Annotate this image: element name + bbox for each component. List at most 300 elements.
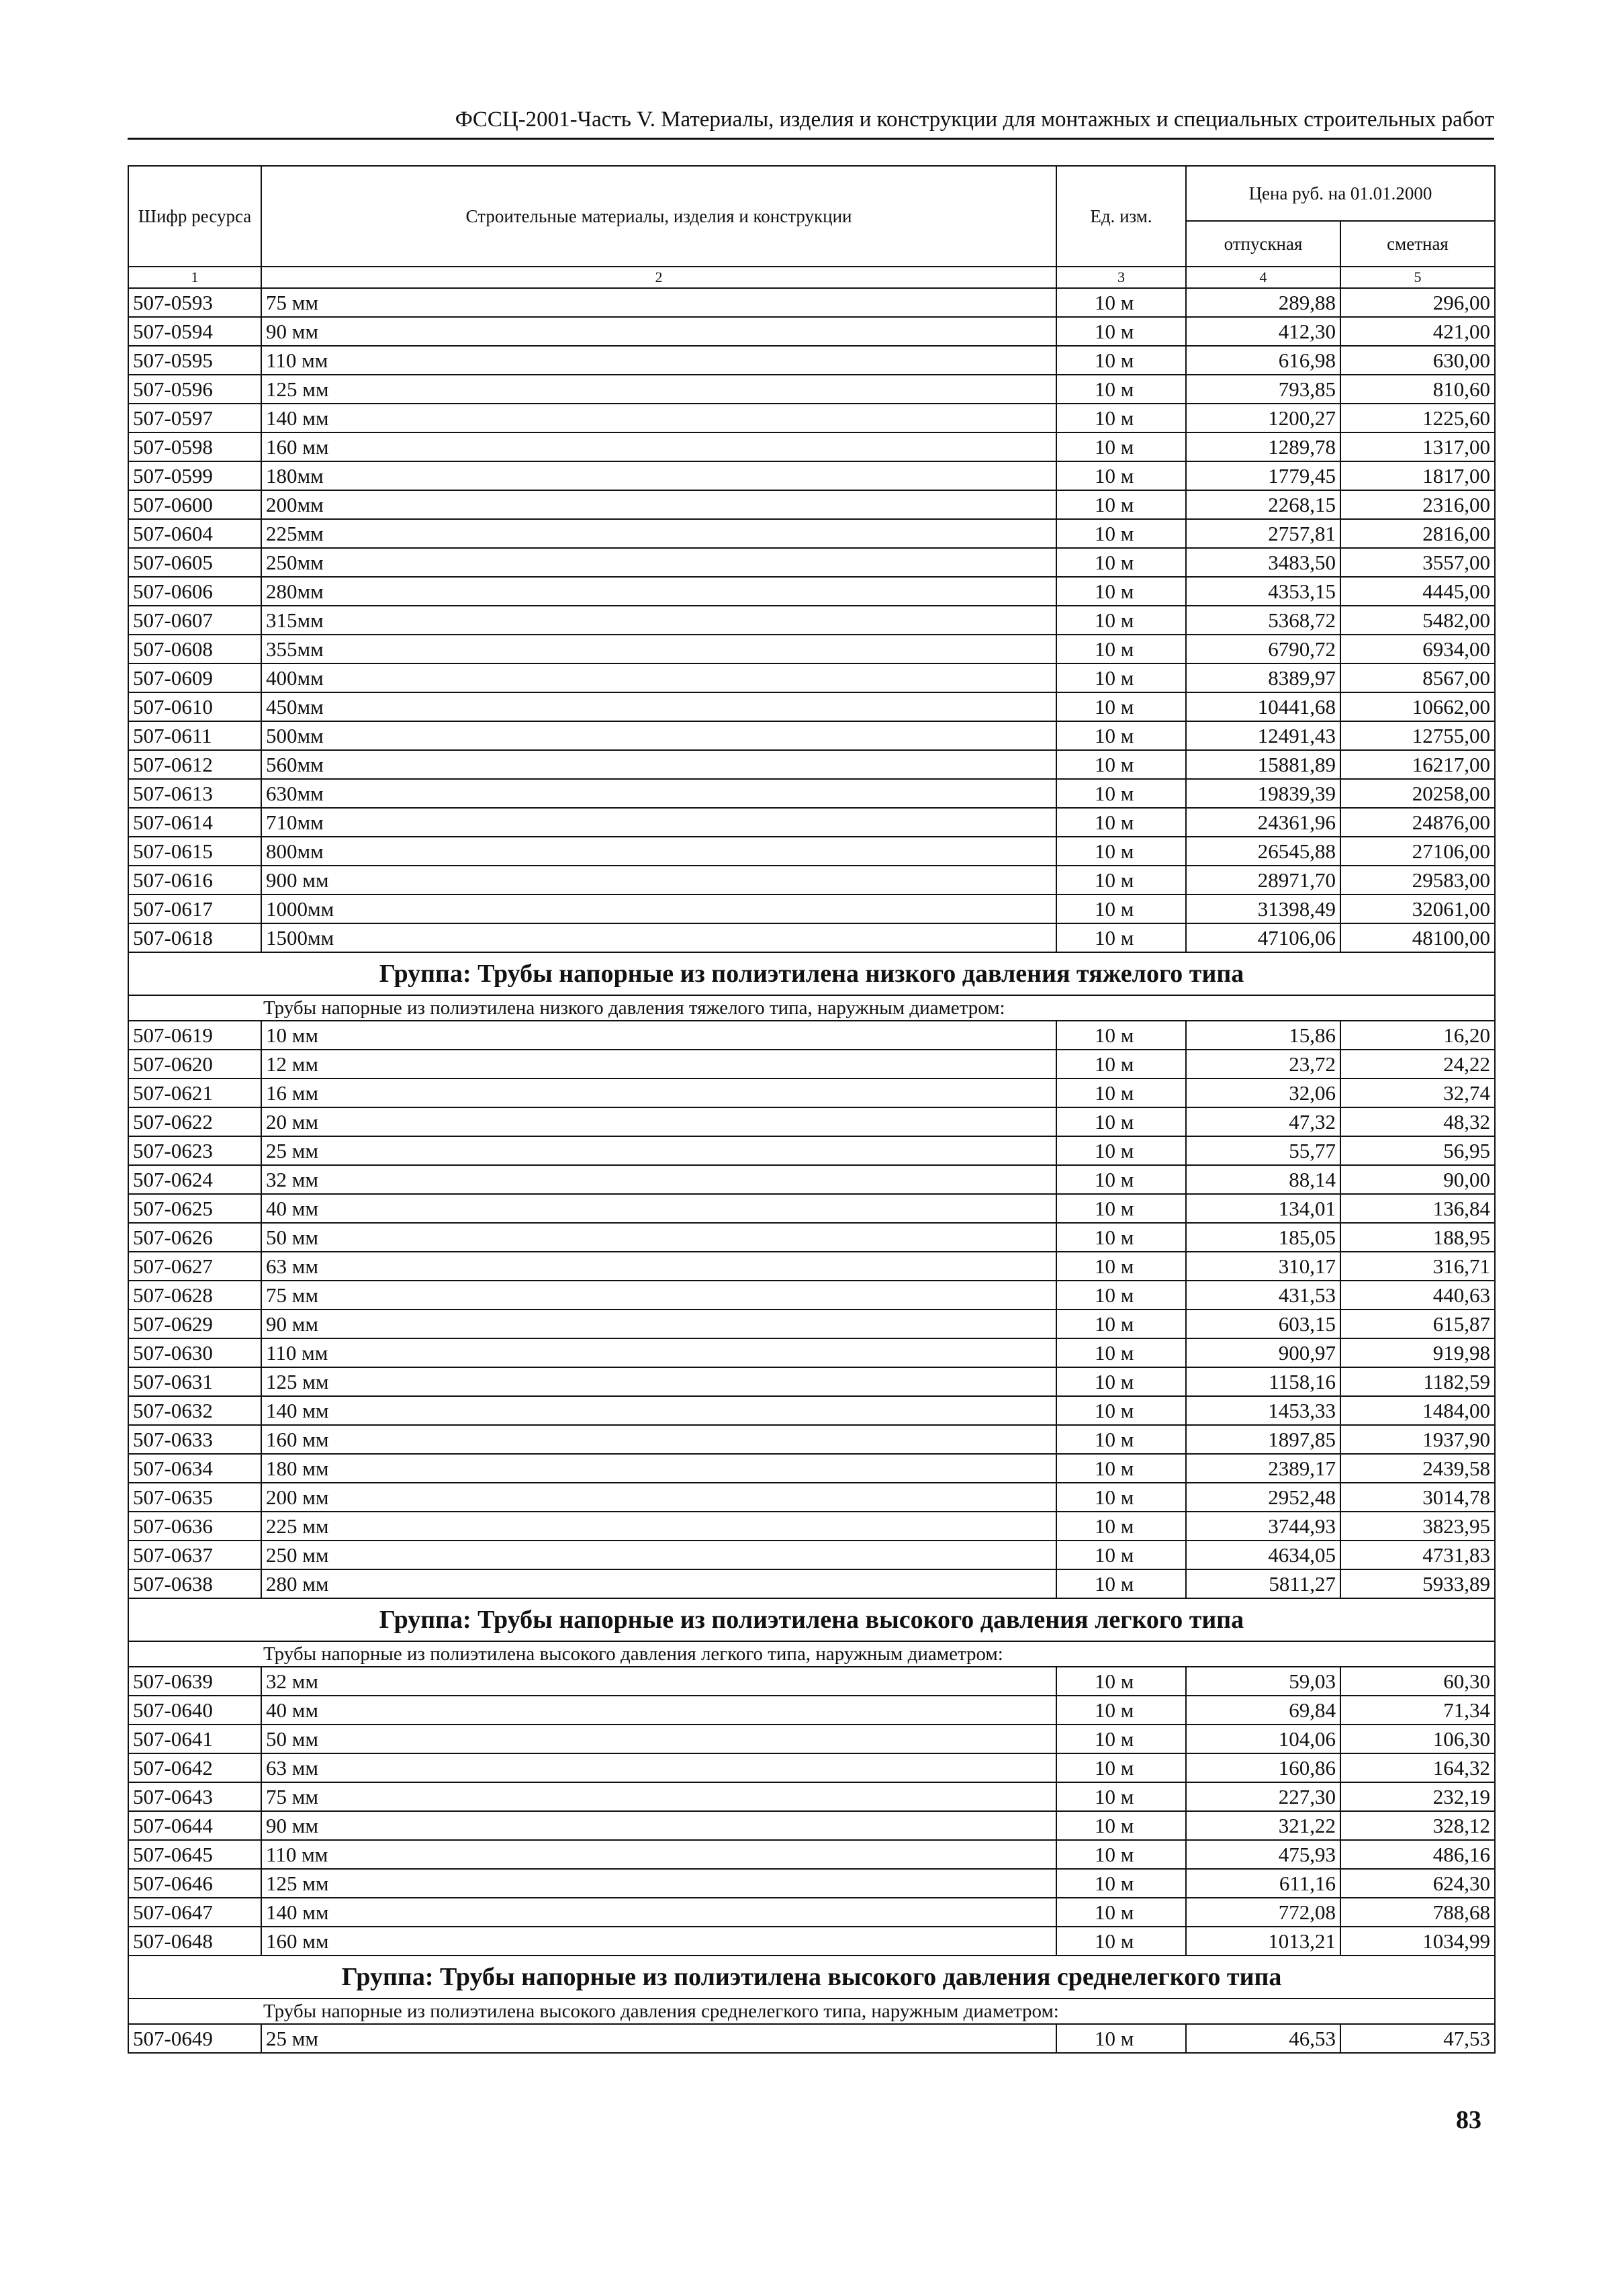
unit: 10 м [1056, 1194, 1186, 1223]
unit: 10 м [1056, 721, 1186, 750]
table-row [128, 288, 1495, 317]
estimate-price: 48100,00 [1340, 923, 1495, 952]
table-row [128, 404, 1495, 432]
estimate-price: 788,68 [1340, 1898, 1495, 1927]
release-price: 611,16 [1186, 1869, 1340, 1898]
table-row [128, 1753, 1495, 1782]
estimate-price: 5482,00 [1340, 606, 1495, 635]
unit: 10 м [1056, 577, 1186, 606]
material-name: 110 мм [261, 346, 1056, 375]
estimate-price: 2439,58 [1340, 1454, 1495, 1483]
material-name: 140 мм [261, 1898, 1056, 1927]
table-row [128, 1696, 1495, 1725]
unit: 10 м [1056, 1782, 1186, 1811]
estimate-price: 60,30 [1340, 1667, 1495, 1696]
release-price: 2952,48 [1186, 1483, 1340, 1512]
unit: 10 м [1056, 1165, 1186, 1194]
release-price: 47106,06 [1186, 923, 1340, 952]
estimate-price: 624,30 [1340, 1869, 1495, 1898]
resource-code: 507-0619 [128, 1021, 261, 1050]
resource-code: 507-0634 [128, 1454, 261, 1483]
estimate-price: 106,30 [1340, 1725, 1495, 1753]
table-row [128, 577, 1495, 606]
material-name: 140 мм [261, 1396, 1056, 1425]
resource-code: 507-0614 [128, 808, 261, 837]
table-row [128, 692, 1495, 721]
release-price: 31398,49 [1186, 894, 1340, 923]
unit: 10 м [1056, 692, 1186, 721]
unit: 10 м [1056, 404, 1186, 432]
col-name-header: Строительные материалы, изделия и конструкции [261, 166, 1056, 267]
unit: 10 м [1056, 1396, 1186, 1425]
table-row [128, 1541, 1495, 1569]
material-name: 250мм [261, 548, 1056, 577]
material-name: 1000мм [261, 894, 1056, 923]
resource-code: 507-0597 [128, 404, 261, 432]
release-price: 15,86 [1186, 1021, 1340, 1050]
material-name: 25 мм [261, 2024, 1056, 2053]
table-row [128, 1338, 1495, 1367]
estimate-price: 10662,00 [1340, 692, 1495, 721]
resource-code: 507-0598 [128, 432, 261, 461]
estimate-price: 4731,83 [1340, 1541, 1495, 1569]
subtitle-row [128, 1999, 1495, 2024]
resource-code: 507-0615 [128, 837, 261, 866]
group-row [128, 1598, 1495, 1641]
unit: 10 м [1056, 288, 1186, 317]
table-row [128, 1840, 1495, 1869]
unit: 10 м [1056, 1281, 1186, 1310]
estimate-price: 32061,00 [1340, 894, 1495, 923]
table-row [128, 432, 1495, 461]
table-row [128, 1898, 1495, 1927]
resource-code: 507-0624 [128, 1165, 261, 1194]
material-name: 400мм [261, 663, 1056, 692]
resource-code: 507-0630 [128, 1338, 261, 1367]
release-price: 3744,93 [1186, 1512, 1340, 1541]
release-price: 2389,17 [1186, 1454, 1340, 1483]
estimate-price: 919,98 [1340, 1338, 1495, 1367]
col-number: 4 [1186, 267, 1340, 288]
table-row [128, 1454, 1495, 1483]
resource-code: 507-0640 [128, 1696, 261, 1725]
material-name: 12 мм [261, 1050, 1056, 1078]
release-price: 900,97 [1186, 1338, 1340, 1367]
unit: 10 м [1056, 1454, 1186, 1483]
release-price: 431,53 [1186, 1281, 1340, 1310]
table-row [128, 750, 1495, 779]
estimate-price: 328,12 [1340, 1811, 1495, 1840]
table-row [128, 1425, 1495, 1454]
material-name: 560мм [261, 750, 1056, 779]
release-price: 19839,39 [1186, 779, 1340, 808]
unit: 10 м [1056, 1898, 1186, 1927]
release-price: 4353,15 [1186, 577, 1340, 606]
unit: 10 м [1056, 1753, 1186, 1782]
table-row [128, 923, 1495, 952]
resource-code: 507-0626 [128, 1223, 261, 1252]
resource-code: 507-0627 [128, 1252, 261, 1281]
material-name: 50 мм [261, 1223, 1056, 1252]
release-price: 59,03 [1186, 1667, 1340, 1696]
estimate-price: 24876,00 [1340, 808, 1495, 837]
material-name: 500мм [261, 721, 1056, 750]
group-title: Группа: Трубы напорные из полиэтилена высокого давления легкого типа [128, 1598, 1495, 1641]
release-price: 8389,97 [1186, 663, 1340, 692]
table-row [128, 837, 1495, 866]
material-name: 1500мм [261, 923, 1056, 952]
material-name: 10 мм [261, 1021, 1056, 1050]
resource-code: 507-0647 [128, 1898, 261, 1927]
group-title: Группа: Трубы напорные из полиэтилена высокого давления среднелегкого типа [128, 1956, 1495, 1999]
estimate-price: 1484,00 [1340, 1396, 1495, 1425]
estimate-price: 1225,60 [1340, 404, 1495, 432]
material-name: 16 мм [261, 1078, 1056, 1107]
resource-code: 507-0649 [128, 2024, 261, 2053]
material-name: 160 мм [261, 1425, 1056, 1454]
material-name: 800мм [261, 837, 1056, 866]
resource-code: 507-0642 [128, 1753, 261, 1782]
estimate-price: 27106,00 [1340, 837, 1495, 866]
unit: 10 м [1056, 1078, 1186, 1107]
material-name: 125 мм [261, 375, 1056, 404]
release-price: 5368,72 [1186, 606, 1340, 635]
resource-code: 507-0639 [128, 1667, 261, 1696]
group-title: Группа: Трубы напорные из полиэтилена низкого давления тяжелого типа [128, 952, 1495, 995]
table-row [128, 1725, 1495, 1753]
unit: 10 м [1056, 432, 1186, 461]
release-price: 1779,45 [1186, 461, 1340, 490]
release-price: 1897,85 [1186, 1425, 1340, 1454]
material-name: 40 мм [261, 1194, 1056, 1223]
resource-code: 507-0600 [128, 490, 261, 519]
material-name: 900 мм [261, 866, 1056, 894]
resource-code: 507-0610 [128, 692, 261, 721]
material-name: 355мм [261, 635, 1056, 663]
material-name: 90 мм [261, 1310, 1056, 1338]
release-price: 603,15 [1186, 1310, 1340, 1338]
estimate-price: 3823,95 [1340, 1512, 1495, 1541]
unit: 10 м [1056, 519, 1186, 548]
column-number-row [128, 267, 1495, 288]
material-name: 63 мм [261, 1753, 1056, 1782]
unit: 10 м [1056, 1338, 1186, 1367]
material-name: 160 мм [261, 432, 1056, 461]
resource-code: 507-0605 [128, 548, 261, 577]
unit: 10 м [1056, 1483, 1186, 1512]
resource-code: 507-0607 [128, 606, 261, 635]
resource-code: 507-0621 [128, 1078, 261, 1107]
material-name: 125 мм [261, 1367, 1056, 1396]
material-name: 140 мм [261, 404, 1056, 432]
resource-code: 507-0596 [128, 375, 261, 404]
resource-code: 507-0606 [128, 577, 261, 606]
material-name: 225мм [261, 519, 1056, 548]
unit: 10 м [1056, 837, 1186, 866]
resource-code: 507-0631 [128, 1367, 261, 1396]
unit: 10 м [1056, 1869, 1186, 1898]
table-row [128, 461, 1495, 490]
col-code-header: Шифр ресурса [128, 166, 261, 267]
col-number: 1 [128, 267, 261, 288]
release-price: 2757,81 [1186, 519, 1340, 548]
release-price: 1200,27 [1186, 404, 1340, 432]
estimate-price: 47,53 [1340, 2024, 1495, 2053]
material-name: 450мм [261, 692, 1056, 721]
material-name: 32 мм [261, 1165, 1056, 1194]
group-row [128, 952, 1495, 995]
release-price: 1158,16 [1186, 1367, 1340, 1396]
table-row [128, 1512, 1495, 1541]
table-row [128, 1927, 1495, 1956]
resource-code: 507-0594 [128, 317, 261, 346]
release-price: 23,72 [1186, 1050, 1340, 1078]
release-price: 24361,96 [1186, 808, 1340, 837]
table-row [128, 1252, 1495, 1281]
estimate-price: 8567,00 [1340, 663, 1495, 692]
estimate-price: 810,60 [1340, 375, 1495, 404]
estimate-price: 24,22 [1340, 1050, 1495, 1078]
material-name: 225 мм [261, 1512, 1056, 1541]
material-name: 180 мм [261, 1454, 1056, 1483]
material-name: 280мм [261, 577, 1056, 606]
table-row [128, 1021, 1495, 1050]
unit: 10 м [1056, 1667, 1186, 1696]
group-row [128, 1956, 1495, 1999]
unit: 10 м [1056, 317, 1186, 346]
estimate-price: 1034,99 [1340, 1927, 1495, 1956]
page-number: 83 [1456, 2106, 1481, 2134]
material-name: 75 мм [261, 1281, 1056, 1310]
unit: 10 м [1056, 1725, 1186, 1753]
release-price: 321,22 [1186, 1811, 1340, 1840]
resource-code: 507-0632 [128, 1396, 261, 1425]
release-price: 55,77 [1186, 1136, 1340, 1165]
table-row [128, 1869, 1495, 1898]
release-price: 160,86 [1186, 1753, 1340, 1782]
material-name: 110 мм [261, 1840, 1056, 1869]
estimate-price: 1182,59 [1340, 1367, 1495, 1396]
release-price: 47,32 [1186, 1107, 1340, 1136]
resource-code: 507-0637 [128, 1541, 261, 1569]
estimate-price: 5933,89 [1340, 1569, 1495, 1598]
resource-code: 507-0641 [128, 1725, 261, 1753]
release-price: 793,85 [1186, 375, 1340, 404]
table-row [128, 1569, 1495, 1598]
release-price: 12491,43 [1186, 721, 1340, 750]
release-price: 772,08 [1186, 1898, 1340, 1927]
resource-code: 507-0609 [128, 663, 261, 692]
table-row [128, 1811, 1495, 1840]
resource-code: 507-0593 [128, 288, 261, 317]
estimate-price: 232,19 [1340, 1782, 1495, 1811]
estimate-price: 1817,00 [1340, 461, 1495, 490]
unit: 10 м [1056, 461, 1186, 490]
unit: 10 м [1056, 1569, 1186, 1598]
estimate-price: 16,20 [1340, 1021, 1495, 1050]
unit: 10 м [1056, 1136, 1186, 1165]
release-price: 46,53 [1186, 2024, 1340, 2053]
unit: 10 м [1056, 1541, 1186, 1569]
table-row [128, 1782, 1495, 1811]
material-name: 25 мм [261, 1136, 1056, 1165]
table-row [128, 1367, 1495, 1396]
col-number: 2 [261, 267, 1056, 288]
release-price: 475,93 [1186, 1840, 1340, 1869]
estimate-price: 71,34 [1340, 1696, 1495, 1725]
material-name: 160 мм [261, 1927, 1056, 1956]
table-row [128, 866, 1495, 894]
table-row [128, 1194, 1495, 1223]
material-name: 50 мм [261, 1725, 1056, 1753]
unit: 10 м [1056, 548, 1186, 577]
resource-code: 507-0617 [128, 894, 261, 923]
release-price: 185,05 [1186, 1223, 1340, 1252]
resource-code: 507-0613 [128, 779, 261, 808]
unit: 10 м [1056, 663, 1186, 692]
resource-code: 507-0620 [128, 1050, 261, 1078]
unit: 10 м [1056, 1811, 1186, 1840]
material-name: 315мм [261, 606, 1056, 635]
release-price: 227,30 [1186, 1782, 1340, 1811]
material-name: 75 мм [261, 288, 1056, 317]
release-price: 616,98 [1186, 346, 1340, 375]
release-price: 104,06 [1186, 1725, 1340, 1753]
resource-code: 507-0616 [128, 866, 261, 894]
release-price: 289,88 [1186, 288, 1340, 317]
table-row [128, 317, 1495, 346]
resource-code: 507-0629 [128, 1310, 261, 1338]
estimate-price: 6934,00 [1340, 635, 1495, 663]
release-price: 6790,72 [1186, 635, 1340, 663]
col-number: 5 [1340, 267, 1495, 288]
table-row [128, 375, 1495, 404]
table-row [128, 721, 1495, 750]
resource-code: 507-0622 [128, 1107, 261, 1136]
resource-code: 507-0645 [128, 1840, 261, 1869]
release-price: 1453,33 [1186, 1396, 1340, 1425]
estimate-price: 2316,00 [1340, 490, 1495, 519]
release-price: 3483,50 [1186, 548, 1340, 577]
estimate-price: 2816,00 [1340, 519, 1495, 548]
unit: 10 м [1056, 2024, 1186, 2053]
unit: 10 м [1056, 1367, 1186, 1396]
release-price: 1289,78 [1186, 432, 1340, 461]
unit: 10 м [1056, 346, 1186, 375]
col-unit-header: Ед. изм. [1056, 166, 1186, 267]
release-price: 26545,88 [1186, 837, 1340, 866]
resource-code: 507-0633 [128, 1425, 261, 1454]
resource-code: 507-0611 [128, 721, 261, 750]
unit: 10 м [1056, 1021, 1186, 1050]
estimate-price: 188,95 [1340, 1223, 1495, 1252]
estimate-price: 615,87 [1340, 1310, 1495, 1338]
material-name: 90 мм [261, 317, 1056, 346]
table-row [128, 779, 1495, 808]
estimate-price: 32,74 [1340, 1078, 1495, 1107]
table-row [128, 346, 1495, 375]
table-row [128, 1396, 1495, 1425]
resource-code: 507-0595 [128, 346, 261, 375]
estimate-price: 48,32 [1340, 1107, 1495, 1136]
unit: 10 м [1056, 375, 1186, 404]
table-row [128, 1136, 1495, 1165]
table-row [128, 2024, 1495, 2053]
estimate-price: 136,84 [1340, 1194, 1495, 1223]
table-row [128, 1107, 1495, 1136]
estimate-price: 4445,00 [1340, 577, 1495, 606]
material-name: 200мм [261, 490, 1056, 519]
estimate-price: 16217,00 [1340, 750, 1495, 779]
release-price: 310,17 [1186, 1252, 1340, 1281]
group-subtitle: Трубы напорные из полиэтилена высокого давления легкого типа, наружным диаметром: [128, 1641, 1495, 1667]
estimate-price: 296,00 [1340, 288, 1495, 317]
unit: 10 м [1056, 1696, 1186, 1725]
resource-code: 507-0648 [128, 1927, 261, 1956]
page-header: ФССЦ-2001-Часть V. Материалы, изделия и конструкции для монтажных и специальных строительных работ [128, 107, 1494, 140]
estimate-price: 486,16 [1340, 1840, 1495, 1869]
table-row [128, 1667, 1495, 1696]
unit: 10 м [1056, 1425, 1186, 1454]
table-row [128, 519, 1495, 548]
release-price: 1013,21 [1186, 1927, 1340, 1956]
unit: 10 м [1056, 1050, 1186, 1078]
material-name: 75 мм [261, 1782, 1056, 1811]
unit: 10 м [1056, 750, 1186, 779]
estimate-price: 1317,00 [1340, 432, 1495, 461]
subtitle-row [128, 995, 1495, 1021]
unit: 10 м [1056, 779, 1186, 808]
unit: 10 м [1056, 1840, 1186, 1869]
material-name: 180мм [261, 461, 1056, 490]
resource-code: 507-0636 [128, 1512, 261, 1541]
resource-code: 507-0618 [128, 923, 261, 952]
unit: 10 м [1056, 1310, 1186, 1338]
estimate-price: 29583,00 [1340, 866, 1495, 894]
subtitle-row [128, 1641, 1495, 1667]
material-name: 280 мм [261, 1569, 1056, 1598]
table-row [128, 1165, 1495, 1194]
estimate-price: 12755,00 [1340, 721, 1495, 750]
estimate-price: 440,63 [1340, 1281, 1495, 1310]
table-row [128, 490, 1495, 519]
material-name: 630мм [261, 779, 1056, 808]
release-price: 4634,05 [1186, 1541, 1340, 1569]
estimate-price: 164,32 [1340, 1753, 1495, 1782]
unit: 10 м [1056, 1252, 1186, 1281]
material-name: 250 мм [261, 1541, 1056, 1569]
resource-code: 507-0635 [128, 1483, 261, 1512]
table-row [128, 663, 1495, 692]
release-price: 28971,70 [1186, 866, 1340, 894]
resource-code: 507-0608 [128, 635, 261, 663]
group-subtitle: Трубы напорные из полиэтилена низкого давления тяжелого типа, наружным диаметром: [128, 995, 1495, 1021]
material-name: 200 мм [261, 1483, 1056, 1512]
unit: 10 м [1056, 1512, 1186, 1541]
table-row [128, 635, 1495, 663]
material-name: 32 мм [261, 1667, 1056, 1696]
resource-code: 507-0643 [128, 1782, 261, 1811]
price-table [128, 165, 1496, 2054]
estimate-price: 316,71 [1340, 1252, 1495, 1281]
material-name: 40 мм [261, 1696, 1056, 1725]
unit: 10 м [1056, 866, 1186, 894]
material-name: 710мм [261, 808, 1056, 837]
resource-code: 507-0638 [128, 1569, 261, 1598]
resource-code: 507-0628 [128, 1281, 261, 1310]
col-number: 3 [1056, 267, 1186, 288]
material-name: 20 мм [261, 1107, 1056, 1136]
